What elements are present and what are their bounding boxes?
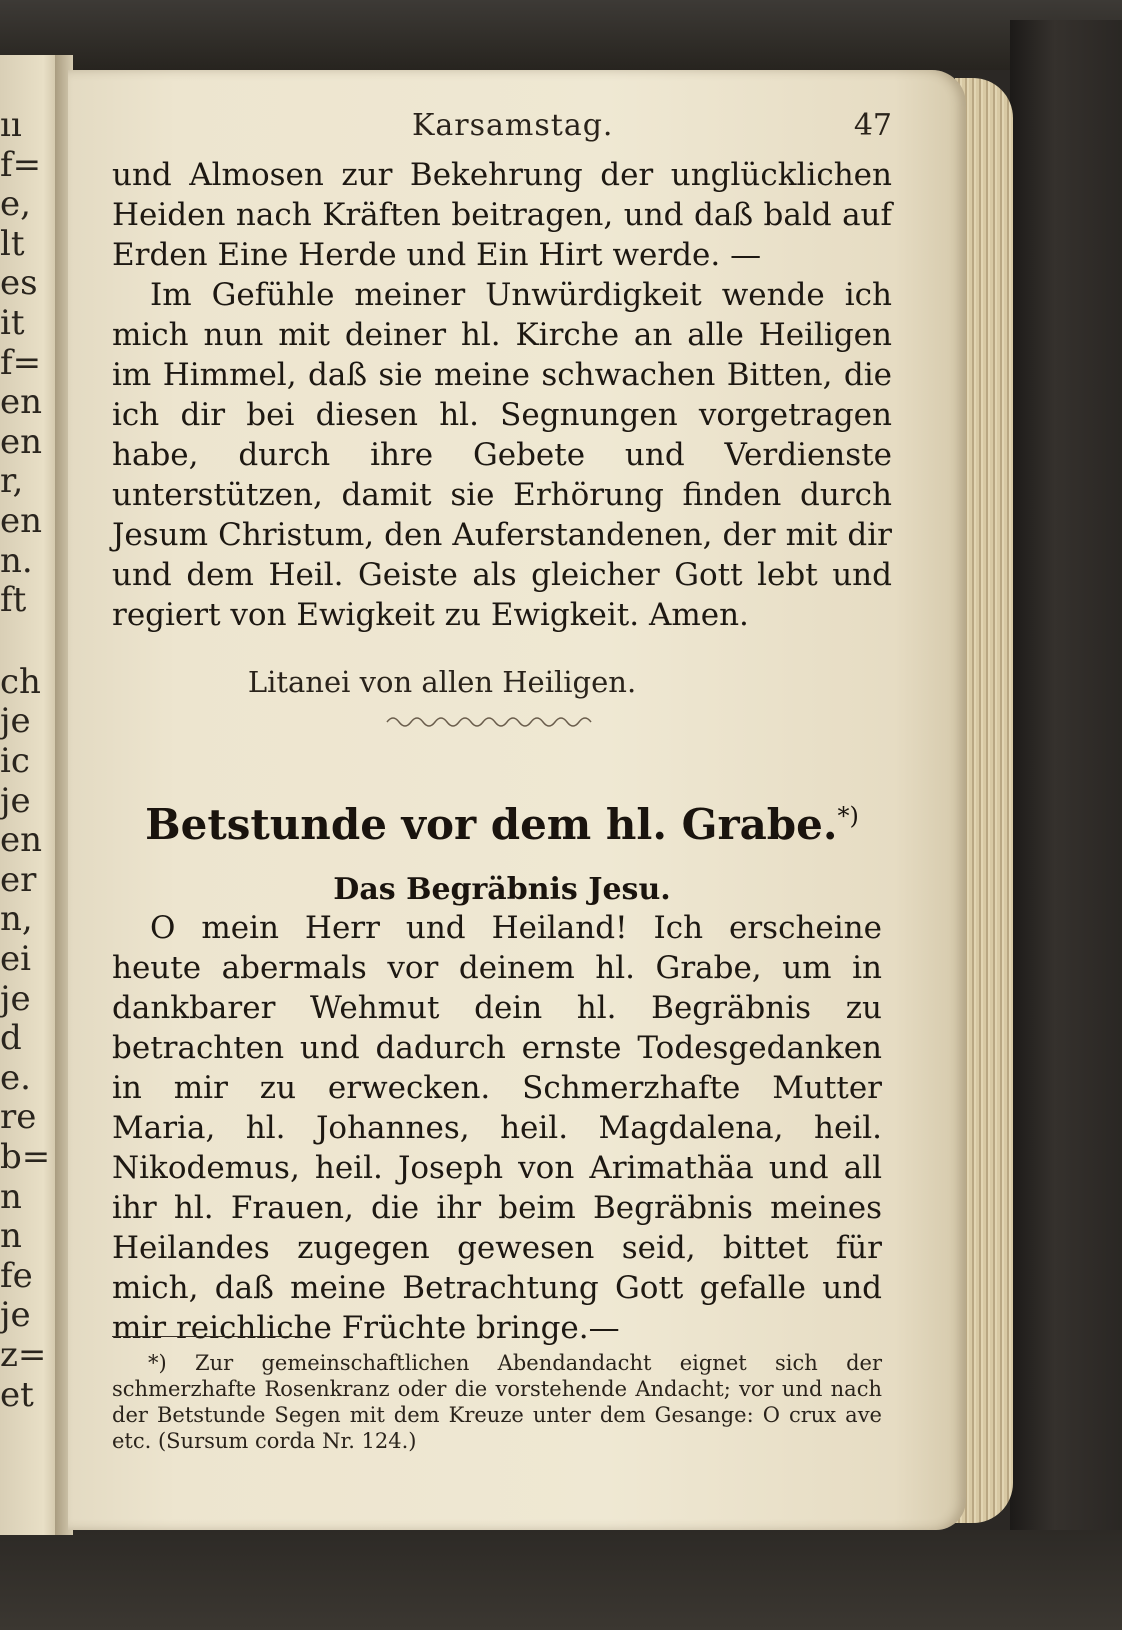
facing-page-fragment: en <box>0 382 43 423</box>
facing-page-fragment: e, <box>0 184 31 225</box>
prayer-paragraph-1: und Almosen zur Bekehrung der unglücklichen Heiden nach Kräften beitragen, und daß bald auf Erden Eine Herde und Ein Hirt werde. — <box>112 157 892 273</box>
facing-page-fragment: je <box>0 1295 31 1336</box>
section-body <box>112 908 882 1348</box>
facing-page-fragment: ei <box>0 939 31 979</box>
page-number: 47 <box>853 108 892 143</box>
facing-page-fragment: es <box>0 263 38 304</box>
facing-page-fragment: f= <box>0 144 42 185</box>
facing-page-fragment: en <box>0 421 43 462</box>
facing-page-fragment: je <box>0 701 31 742</box>
facing-page-fragment: ch <box>0 661 41 702</box>
facing-page-fragment: je <box>0 780 31 821</box>
running-header <box>112 108 892 148</box>
facing-page-fragment: e. <box>0 1057 31 1098</box>
facing-page-fragment: et <box>0 1374 34 1415</box>
facing-page-fragment: ft <box>0 580 27 621</box>
facing-page-fragment: n <box>0 1216 22 1257</box>
facing-page-fragment: en <box>0 820 43 861</box>
decorative-divider <box>385 712 595 732</box>
facing-page-fragment: d <box>0 1018 22 1059</box>
section-subtitle: Das Begräbnis Jesu. <box>333 872 671 907</box>
footnote <box>112 1350 882 1454</box>
facing-page-fragment: n, <box>0 899 33 940</box>
facing-page-fragment: je <box>0 978 31 1019</box>
wave-ornament-icon <box>385 712 595 732</box>
prayer-paragraph-2: Im Gefühle meiner Unwürdigkeit wende ich mich nun mit deiner hl. Kirche an alle Heiligen im Himmel, daß sie meine schwachen Bitten, die ich dir bei diesen hl. Segnungen vorgetragen habe, durch ihre Gebete und Verdienste unterstützen, damit sie Erhörung finden durch Jesum Christum, den Auferstandenen, der mit dir und dem Heil. Geiste als gleicher Gott lebt und regiert von Ewigkeit zu Ewigkeit. Amen. <box>112 277 892 633</box>
facing-page-fragment: er <box>0 859 37 900</box>
prayer-conclusion <box>112 155 892 635</box>
running-head-title: Karsamstag. <box>412 108 614 143</box>
facing-page-fragment: b= <box>0 1137 51 1177</box>
facing-page-fragment: lt <box>0 223 25 264</box>
facing-page-fragment: r, <box>0 461 24 502</box>
section-paragraph: O mein Herr und Heiland! Ich erscheine heute abermals vor deinem hl. Grabe, um in dankbarer Wehmut dein hl. Begräbnis zu betrachten und dadurch ernste Todesgedanken in mir zu erwecken. Schmerzhafte Mutter Maria, hl. Johannes, heil. Magdalena, heil. Nikodemus, heil. Joseph von Arimathäa und all ihr hl. Frauen, die ihr beim Begräbnis meines Heilandes zugegen gewesen seid, bittet für mich, daß meine Betrachtung Gott gefalle und mir reichliche Früchte bringe.— <box>112 910 882 1346</box>
facing-page-fragment: en <box>0 501 43 541</box>
book-cover-right <box>1010 20 1122 1580</box>
footnote-marker: *) <box>837 802 859 830</box>
facing-page-fragment: n. <box>0 540 33 581</box>
litany-note: Litanei von allen Heiligen. <box>247 665 637 699</box>
facing-page-fragment: fe <box>0 1255 33 1296</box>
facing-page-fragment: ic <box>0 741 30 781</box>
section-title <box>112 800 892 849</box>
facing-page-fragment: re <box>0 1097 37 1138</box>
facing-page-fragment: ıı <box>0 105 22 145</box>
book-cover-bottom <box>0 1530 1122 1630</box>
footnote-rule <box>112 1336 307 1337</box>
facing-page-edge <box>0 55 62 1535</box>
facing-page-fragment: n <box>0 1176 22 1217</box>
section-title-text: Betstunde vor dem hl. Grabe. <box>145 800 838 849</box>
footnote-text: *) Zur gemeinschaftlichen Abendandacht eignet sich der schmerzhafte Rosenkranz oder die vorstehende Andacht; vor und nach der Betstunde Segen mit dem Kreuze unter dem Gesange: O crux ave etc. (Sursum corda Nr. 124.) <box>112 1351 882 1453</box>
facing-page-fragment: f= <box>0 342 42 383</box>
facing-page-fragment: it <box>0 303 25 343</box>
facing-page-fragment: z= <box>0 1335 47 1375</box>
book-cover-top <box>0 0 1122 70</box>
